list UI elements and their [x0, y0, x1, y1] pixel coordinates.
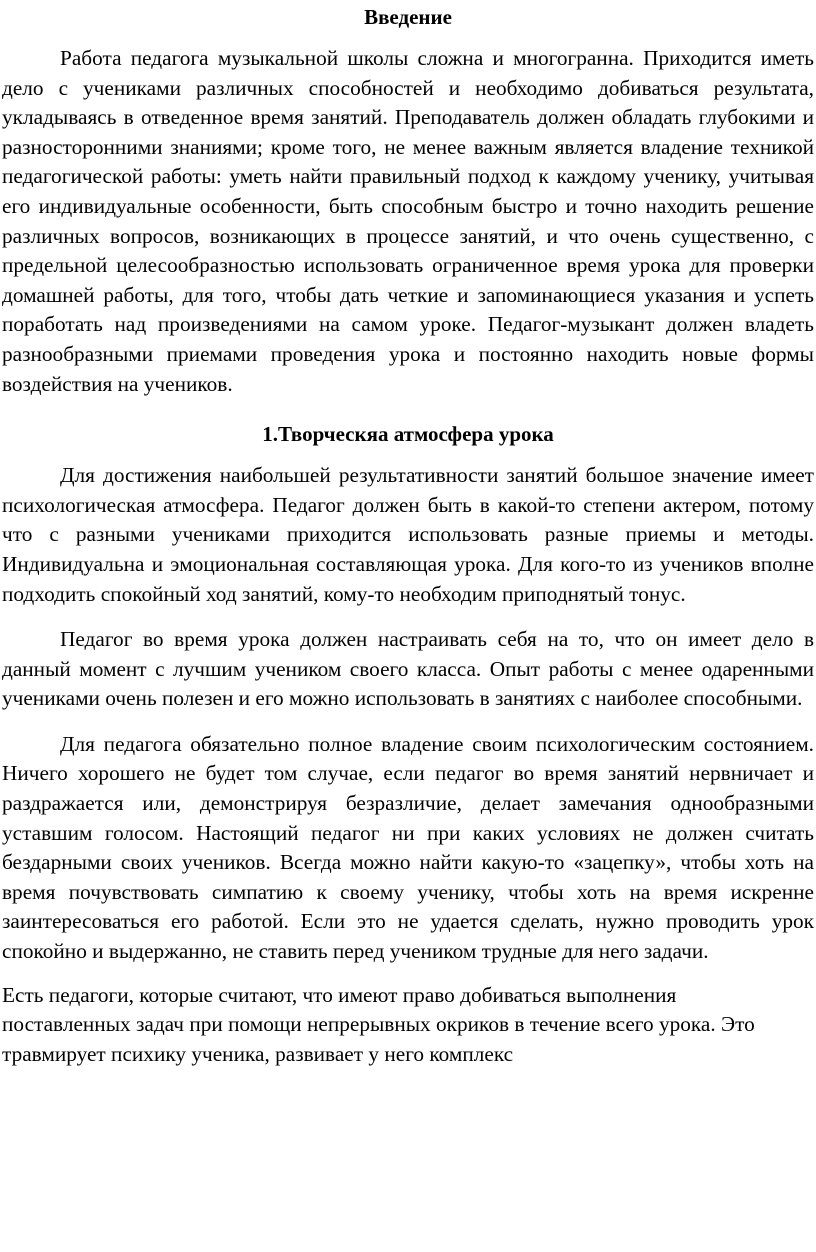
document-title: Введение	[364, 5, 452, 29]
section-heading: 1.Творческяа атмосфера урока	[262, 422, 554, 447]
section-paragraph-2: Педагог во время урока должен настраивать себя на то, что он имеет дело в данный момент с лучшим учеником своего класса. Опыт работы с менее одаренными учениками очень полезен и его можно использовать в занятиях с наиболее способными.	[2, 627, 814, 711]
intro-paragraph: Работа педагога музыкальной школы сложна и многогранна. Приходится иметь дело с учениками различных способностей и необходимо добиваться результата, укладываясь в отведенное время занятий. Преподаватель должен обладать глубокими и разносторонними знаниями; кроме того, не менее важным является владение техникой педагогической работы: уметь найти правильный подход к каждому ученику, учитывая его индивидуальные особенности, быть способным быстро и точно находить решение различных вопросов, возникающих в процессе занятий, и что очень существенно, с предельной целесообразностью использовать ограниченное время урока для проверки домашней работы, для того, чтобы дать четкие и запоминающиеся указания и успеть поработать над произведениями на самом уроке. Педагог-музыкант должен владеть разнообразными приемами проведения урока и постоянно находить новые формы воздействия на учеников.	[2, 46, 814, 396]
section-paragraph-3: Для педагога обязательно полное владение своим психологическим состоянием. Ничего хорошего не будет том случае, если педагог во время занятий нервничает и раздражается или, демонстрируя безразличие, делает замечания однообразными уставшим голосом. Настоящий педагог ни при каких условиях не должен считать бездарными своих учеников. Всегда можно найти какую-то «зацепку», чтобы хоть на время почувствовать симпатию к своему ученику, чтобы хоть на время искренне заинтересоваться его работой. Если это не удается сделать, нужно проводить урок спокойно и выдержанно, не ставить перед учеником трудные для него задачи.	[2, 731, 814, 964]
section-paragraph-4: Есть педагоги, которые считают, что имеют право добиваться выполнения поставленных задач при помощи непрерывных окриков в течение всего урока. Это травмирует психику ученика, развивает у него комплекс	[2, 982, 755, 1066]
section-paragraph-1: Для достижения наибольшей результативности занятий большое значение имеет психологическая атмосфера. Педагог должен быть в какой-то степени актером, потому что с разными учениками приходится использовать разные приемы и методы. Индивидуальна и эмоциональная составляющая урока. Для кого-то из учеников вполне подходить спокойный ход занятий, кому-то необходим приподнятый тонус.	[2, 463, 814, 606]
